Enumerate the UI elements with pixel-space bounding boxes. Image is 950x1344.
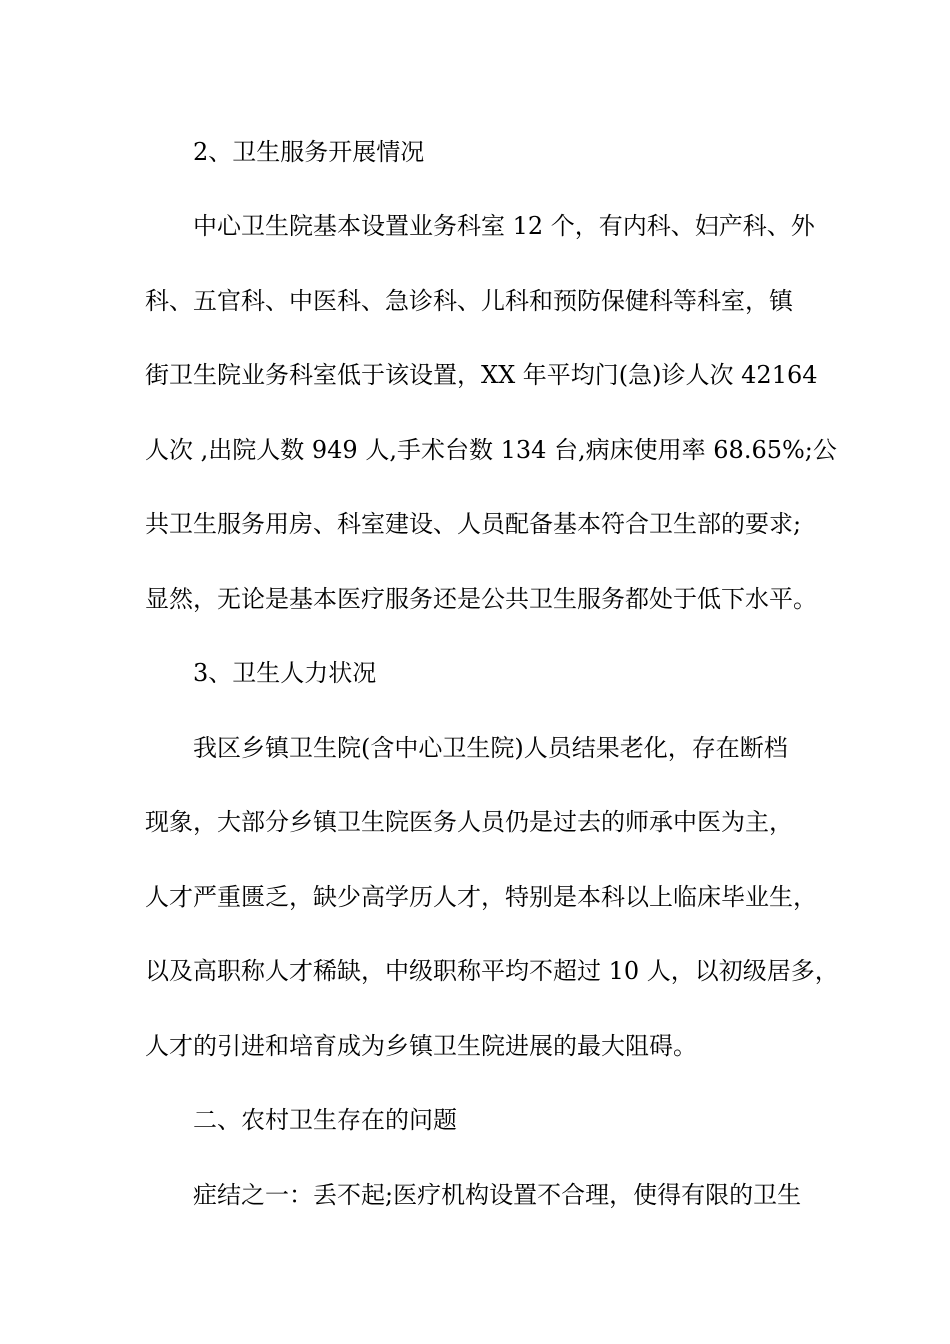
- section-heading-health-services: 2、卫生服务开展情况: [193, 138, 425, 166]
- section-heading-human-resources: 3、卫生人力状况: [193, 659, 377, 687]
- paragraph-line: 以及高职称人才稀缺，中级职称平均不超过 10 人，以初级居多，: [145, 957, 839, 985]
- paragraph-line: 人次 ,出院人数 949 人,手术台数 134 台,病床使用率 68.65%;公: [145, 436, 837, 464]
- paragraph-line: 中心卫生院基本设置业务科室 12 个，有内科、妇产科、外: [193, 212, 815, 240]
- paragraph-line: 科、五官科、中医科、急诊科、儿科和预防保健科等科室，镇: [145, 287, 793, 315]
- section-heading-rural-health-problems: 二、农村卫生存在的问题: [193, 1106, 457, 1134]
- paragraph-line: 人才的引进和培育成为乡镇卫生院进展的最大阻碍。: [145, 1032, 697, 1060]
- paragraph-line: 共卫生服务用房、科室建设、人员配备基本符合卫生部的要求;: [145, 510, 802, 538]
- paragraph-line: 街卫生院业务科室低于该设置，XX 年平均门(急)诊人次 42164: [145, 361, 818, 389]
- paragraph-line: 症结之一：丢不起;医疗机构设置不合理，使得有限的卫生: [193, 1181, 802, 1209]
- paragraph-line: 我区乡镇卫生院(含中心卫生院)人员结果老化，存在断档: [193, 734, 788, 762]
- paragraph-line: 现象，大部分乡镇卫生院医务人员仍是过去的师承中医为主，: [145, 808, 793, 836]
- paragraph-line: 显然，无论是基本医疗服务还是公共卫生服务都处于低下水平。: [145, 585, 817, 613]
- paragraph-line: 人才严重匮乏，缺少高学历人才，特别是本科以上临床毕业生，: [145, 883, 817, 911]
